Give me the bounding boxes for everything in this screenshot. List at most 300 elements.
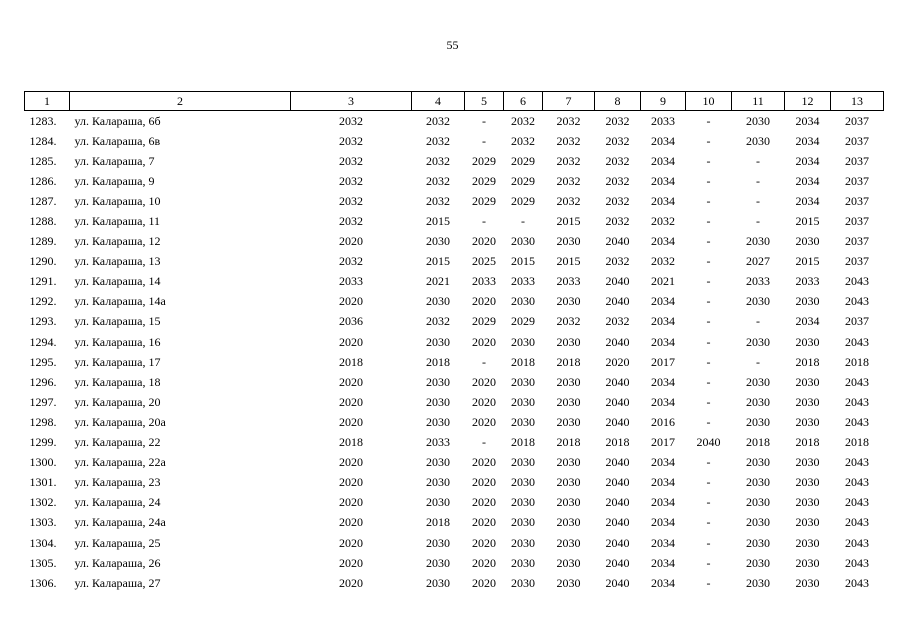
address-cell: ул. Калараша, 24 [74,495,161,510]
table-row [25,191,884,211]
table-row [25,312,884,332]
year-cell: 2018 [511,435,535,450]
column-header: 10 [686,92,732,111]
year-cell: 2018 [556,354,581,369]
year-cell: 2030 [746,133,770,148]
address-cell: ул. Калараша, 20 [74,394,161,409]
year-cell: 2030 [556,475,581,490]
year-cell: 2040 [605,414,630,429]
table-row [25,111,884,132]
table-row [25,252,884,272]
year-cell: 2020 [339,374,363,389]
year-cell: - [482,113,486,128]
year-cell: 2030 [795,394,820,409]
year-cell: 2032 [426,173,450,188]
year-cell: 2020 [339,515,363,530]
table-row [25,513,884,533]
year-cell: 2020 [472,475,496,490]
year-cell: 2030 [426,414,450,429]
year-cell: 2033 [511,274,535,289]
year-cell: 2034 [651,334,675,349]
address-cell: ул. Калараша, 24а [74,515,166,530]
year-cell: - [706,535,711,550]
year-cell: 2030 [746,234,770,249]
year-cell: 2029 [472,314,496,329]
year-cell: 2034 [651,153,675,168]
year-cell: 2043 [845,294,869,309]
table-row [25,272,884,292]
year-cell: - [756,354,760,369]
year-cell: 2020 [472,535,496,550]
year-cell: 2020 [339,414,363,429]
year-cell: 2030 [426,575,450,590]
year-cell: 2029 [472,193,496,208]
year-cell: 2043 [845,414,869,429]
year-cell: 2030 [746,515,770,530]
year-cell: 2032 [339,254,363,269]
year-cell: - [706,575,711,590]
table-header-row [25,92,884,111]
year-cell: 2020 [472,374,496,389]
year-cell: - [706,214,711,229]
year-cell: 2020 [472,555,496,570]
address-cell: ул. Калараша, 14 [74,274,161,289]
year-cell: 2020 [339,294,363,309]
row-number-cell: 1302. [29,495,57,510]
year-cell: 2036 [339,314,363,329]
year-cell: 2034 [795,314,820,329]
year-cell: 2033 [651,113,675,128]
year-cell: 2020 [605,354,630,369]
year-cell: 2032 [605,214,630,229]
year-cell: 2020 [339,495,363,510]
column-header: 13 [831,92,884,111]
year-cell: 2034 [651,515,675,530]
table-row [25,473,884,493]
year-cell: 2030 [746,495,770,510]
year-cell: 2030 [426,394,450,409]
year-cell: 2032 [426,113,450,128]
column-header: 11 [732,92,785,111]
year-cell: 2034 [795,133,820,148]
year-cell: - [756,173,760,188]
year-cell: 2030 [511,575,535,590]
year-cell: 2032 [556,173,581,188]
year-cell: 2040 [605,575,630,590]
row-number-cell: 1301. [29,475,57,490]
year-cell: 2043 [845,274,869,289]
row-number-cell: 1283. [29,113,57,128]
year-cell: 2016 [651,414,675,429]
table-row [25,573,884,593]
year-cell: 2018 [845,435,869,450]
year-cell: 2020 [339,535,363,550]
year-cell: 2034 [651,374,675,389]
year-cell: 2043 [845,455,869,470]
year-cell: 2015 [795,214,820,229]
address-cell: ул. Калараша, 22а [74,455,166,470]
year-cell: 2032 [556,314,581,329]
year-cell: 2034 [651,193,675,208]
year-cell: 2043 [845,495,869,510]
row-number-cell: 1296. [29,374,57,389]
column-header: 8 [595,92,641,111]
row-number-cell: 1303. [29,515,57,530]
year-cell: 2020 [472,294,496,309]
year-cell: 2020 [472,515,496,530]
year-cell: 2030 [746,334,770,349]
year-cell: 2020 [339,575,363,590]
year-cell: - [706,414,711,429]
row-number-cell: 1284. [29,133,57,148]
table-row [25,533,884,553]
year-cell: 2032 [651,214,675,229]
year-cell: - [482,435,486,450]
year-cell: 2034 [651,475,675,490]
year-cell: 2040 [605,334,630,349]
column-header: 4 [412,92,465,111]
address-cell: ул. Калараша, 6в [74,133,161,148]
address-cell: ул. Калараша, 15 [74,314,161,329]
year-cell: 2021 [651,274,675,289]
year-cell: 2018 [339,354,363,369]
year-cell: 2030 [556,495,581,510]
year-cell: - [482,354,486,369]
year-cell: 2032 [426,193,450,208]
year-cell: 2030 [795,455,820,470]
year-cell: 2030 [746,455,770,470]
row-number-cell: 1291. [29,274,57,289]
year-cell: 2020 [472,334,496,349]
year-cell: 2030 [746,414,770,429]
table-row [25,292,884,312]
year-cell: 2030 [556,374,581,389]
year-cell: 2030 [746,535,770,550]
year-cell: - [706,254,711,269]
year-cell: 2020 [339,455,363,470]
table-row [25,433,884,453]
year-cell: 2018 [426,354,450,369]
year-cell: - [482,133,486,148]
year-cell: 2032 [426,153,450,168]
year-cell: 2034 [651,133,675,148]
year-cell: - [706,555,711,570]
year-cell: 2030 [746,555,770,570]
year-cell: - [706,475,711,490]
year-cell: 2030 [795,234,820,249]
year-cell: 2032 [339,113,363,128]
year-cell: 2040 [605,394,630,409]
year-cell: 2030 [556,414,581,429]
row-number-cell: 1298. [29,414,57,429]
year-cell: 2030 [795,374,820,389]
year-cell: 2040 [605,374,630,389]
year-cell: 2018 [426,515,450,530]
year-cell: 2037 [845,173,869,188]
address-cell: ул. Калараша, 10 [74,193,161,208]
year-cell: 2032 [426,133,450,148]
year-cell: - [706,274,711,289]
year-cell: - [482,214,486,229]
year-cell: 2043 [845,575,869,590]
year-cell: 2020 [472,394,496,409]
year-cell: 2030 [426,535,450,550]
year-cell: 2030 [746,374,770,389]
year-cell: 2034 [651,495,675,510]
year-cell: 2018 [845,354,869,369]
year-cell: 2015 [426,254,450,269]
year-cell: 2030 [426,234,450,249]
year-cell: - [756,314,760,329]
year-cell: 2030 [556,575,581,590]
table-row [25,392,884,412]
year-cell: - [521,214,525,229]
year-cell: 2030 [556,515,581,530]
column-header: 2 [70,92,291,111]
year-cell: 2043 [845,394,869,409]
year-cell: - [756,193,760,208]
year-cell: 2018 [605,435,630,450]
year-cell: 2032 [556,193,581,208]
year-cell: 2032 [339,214,363,229]
year-cell: 2030 [795,515,820,530]
year-cell: 2033 [795,274,820,289]
year-cell: 2020 [472,234,496,249]
year-cell: 2032 [556,153,581,168]
year-cell: 2034 [651,555,675,570]
year-cell: 2032 [511,113,535,128]
year-cell: 2032 [605,113,630,128]
year-cell: 2030 [511,475,535,490]
address-cell: ул. Калараша, 14а [74,294,166,309]
year-cell: 2034 [651,455,675,470]
row-number-cell: 1297. [29,394,57,409]
year-cell: 2037 [845,314,869,329]
row-number-cell: 1305. [29,555,57,570]
row-number-cell: 1285. [29,153,57,168]
address-cell: ул. Калараша, 17 [74,354,161,369]
year-cell: - [706,234,711,249]
year-cell: 2032 [605,173,630,188]
year-cell: - [706,354,711,369]
year-cell: 2037 [845,234,869,249]
row-number-cell: 1287. [29,193,57,208]
year-cell: 2020 [339,475,363,490]
year-cell: 2018 [339,435,363,450]
year-cell: 2034 [795,193,820,208]
year-cell: 2015 [511,254,535,269]
year-cell: 2030 [556,555,581,570]
table-row [25,352,884,372]
year-cell: 2029 [472,153,496,168]
year-cell: 2030 [556,294,581,309]
row-number-cell: 1290. [29,254,57,269]
address-cell: ул. Калараша, 23 [74,475,161,490]
year-cell: 2040 [696,435,721,450]
year-cell: 2030 [511,455,535,470]
year-cell: 2027 [746,254,770,269]
year-cell: 2018 [746,435,770,450]
table-row [25,553,884,573]
year-cell: 2020 [339,234,363,249]
year-cell: 2030 [795,294,820,309]
year-cell: - [756,153,760,168]
year-cell: 2032 [556,133,581,148]
year-cell: 2033 [746,274,770,289]
year-cell: 2030 [556,334,581,349]
year-cell: - [706,515,711,530]
table-row [25,232,884,252]
column-header: 9 [641,92,686,111]
table-row [25,372,884,392]
year-cell: 2018 [795,435,820,450]
year-cell: 2037 [845,214,869,229]
year-cell: - [706,314,711,329]
address-cell: ул. Калараша, 6б [74,113,161,128]
year-cell: 2032 [651,254,675,269]
year-cell: - [706,394,711,409]
year-cell: 2032 [426,314,450,329]
address-cell: ул. Калараша, 25 [74,535,161,550]
page-number: 55 [446,38,459,52]
year-cell: 2034 [651,173,675,188]
year-cell: 2030 [795,535,820,550]
year-cell: 2034 [651,575,675,590]
year-cell: - [706,334,711,349]
year-cell: 2040 [605,455,630,470]
year-cell: 2030 [426,495,450,510]
column-header: 5 [465,92,504,111]
year-cell: 2021 [426,274,450,289]
year-cell: 2032 [511,133,535,148]
year-cell: 2032 [605,193,630,208]
year-cell: 2032 [339,133,363,148]
year-cell: 2034 [651,535,675,550]
year-cell: 2030 [426,374,450,389]
year-cell: 2018 [511,354,535,369]
address-cell: ул. Калараша, 16 [74,334,161,349]
year-cell: 2030 [511,294,535,309]
year-cell: 2017 [651,354,675,369]
address-cell: ул. Калараша, 22 [74,435,161,450]
year-cell: 2029 [472,173,496,188]
year-cell: 2033 [426,435,450,450]
address-cell: ул. Калараша, 9 [74,173,155,188]
address-cell: ул. Калараша, 18 [74,374,161,389]
year-cell: 2030 [426,555,450,570]
year-cell: 2030 [511,374,535,389]
year-cell: 2040 [605,274,630,289]
row-number-cell: 1286. [29,173,57,188]
year-cell: 2030 [426,475,450,490]
address-cell: ул. Калараша, 7 [74,153,155,168]
year-cell: 2020 [339,394,363,409]
year-cell: 2032 [605,133,630,148]
table-row [25,493,884,513]
row-number-cell: 1295. [29,354,57,369]
table-body [25,111,884,594]
year-cell: 2018 [556,435,581,450]
year-cell: 2037 [845,193,869,208]
year-cell: 2034 [651,314,675,329]
year-cell: - [706,133,711,148]
year-cell: 2029 [511,173,535,188]
address-cell: ул. Калараша, 20а [74,414,166,429]
year-cell: 2037 [845,113,869,128]
table-row [25,211,884,231]
year-cell: 2034 [795,173,820,188]
table-row [25,151,884,171]
year-cell: 2043 [845,374,869,389]
year-cell: 2030 [511,555,535,570]
year-cell: - [756,214,760,229]
year-cell: 2015 [426,214,450,229]
year-cell: 2034 [651,294,675,309]
column-header: 6 [504,92,543,111]
year-cell: 2030 [746,394,770,409]
year-cell: 2020 [472,455,496,470]
row-number-cell: 1294. [29,334,57,349]
year-cell: 2030 [795,555,820,570]
year-cell: 2037 [845,153,869,168]
row-number-cell: 1288. [29,214,57,229]
year-cell: 2030 [795,475,820,490]
year-cell: 2037 [845,133,869,148]
year-cell: 2034 [651,234,675,249]
year-cell: 2043 [845,555,869,570]
year-cell: 2032 [605,153,630,168]
row-number-cell: 1304. [29,535,57,550]
year-cell: 2020 [472,495,496,510]
year-cell: 2030 [511,234,535,249]
year-cell: 2030 [746,475,770,490]
year-cell: 2030 [746,113,770,128]
year-cell: 2043 [845,515,869,530]
row-number-cell: 1299. [29,435,57,450]
year-cell: 2029 [511,193,535,208]
year-cell: 2043 [845,334,869,349]
address-cell: ул. Калараша, 12 [74,234,161,249]
table-row [25,453,884,473]
year-cell: 2015 [795,254,820,269]
year-cell: 2040 [605,475,630,490]
year-cell: 2030 [556,535,581,550]
year-cell: 2030 [795,575,820,590]
year-cell: 2040 [605,294,630,309]
year-cell: 2030 [746,575,770,590]
year-cell: 2034 [795,113,820,128]
table-row [25,332,884,352]
year-cell: 2032 [556,113,581,128]
year-cell: 2032 [339,193,363,208]
year-cell: 2040 [605,535,630,550]
year-cell: 2030 [795,334,820,349]
column-header: 1 [25,92,70,111]
year-cell: 2040 [605,515,630,530]
year-cell: 2030 [511,495,535,510]
year-cell: 2020 [339,334,363,349]
year-cell: 2030 [511,515,535,530]
year-cell: 2040 [605,555,630,570]
year-cell: 2032 [605,254,630,269]
year-cell: 2018 [795,354,820,369]
table-row [25,131,884,151]
row-number-cell: 1289. [29,234,57,249]
year-cell: 2030 [746,294,770,309]
year-cell: - [706,173,711,188]
year-cell: - [706,455,711,470]
row-number-cell: 1300. [29,455,57,470]
